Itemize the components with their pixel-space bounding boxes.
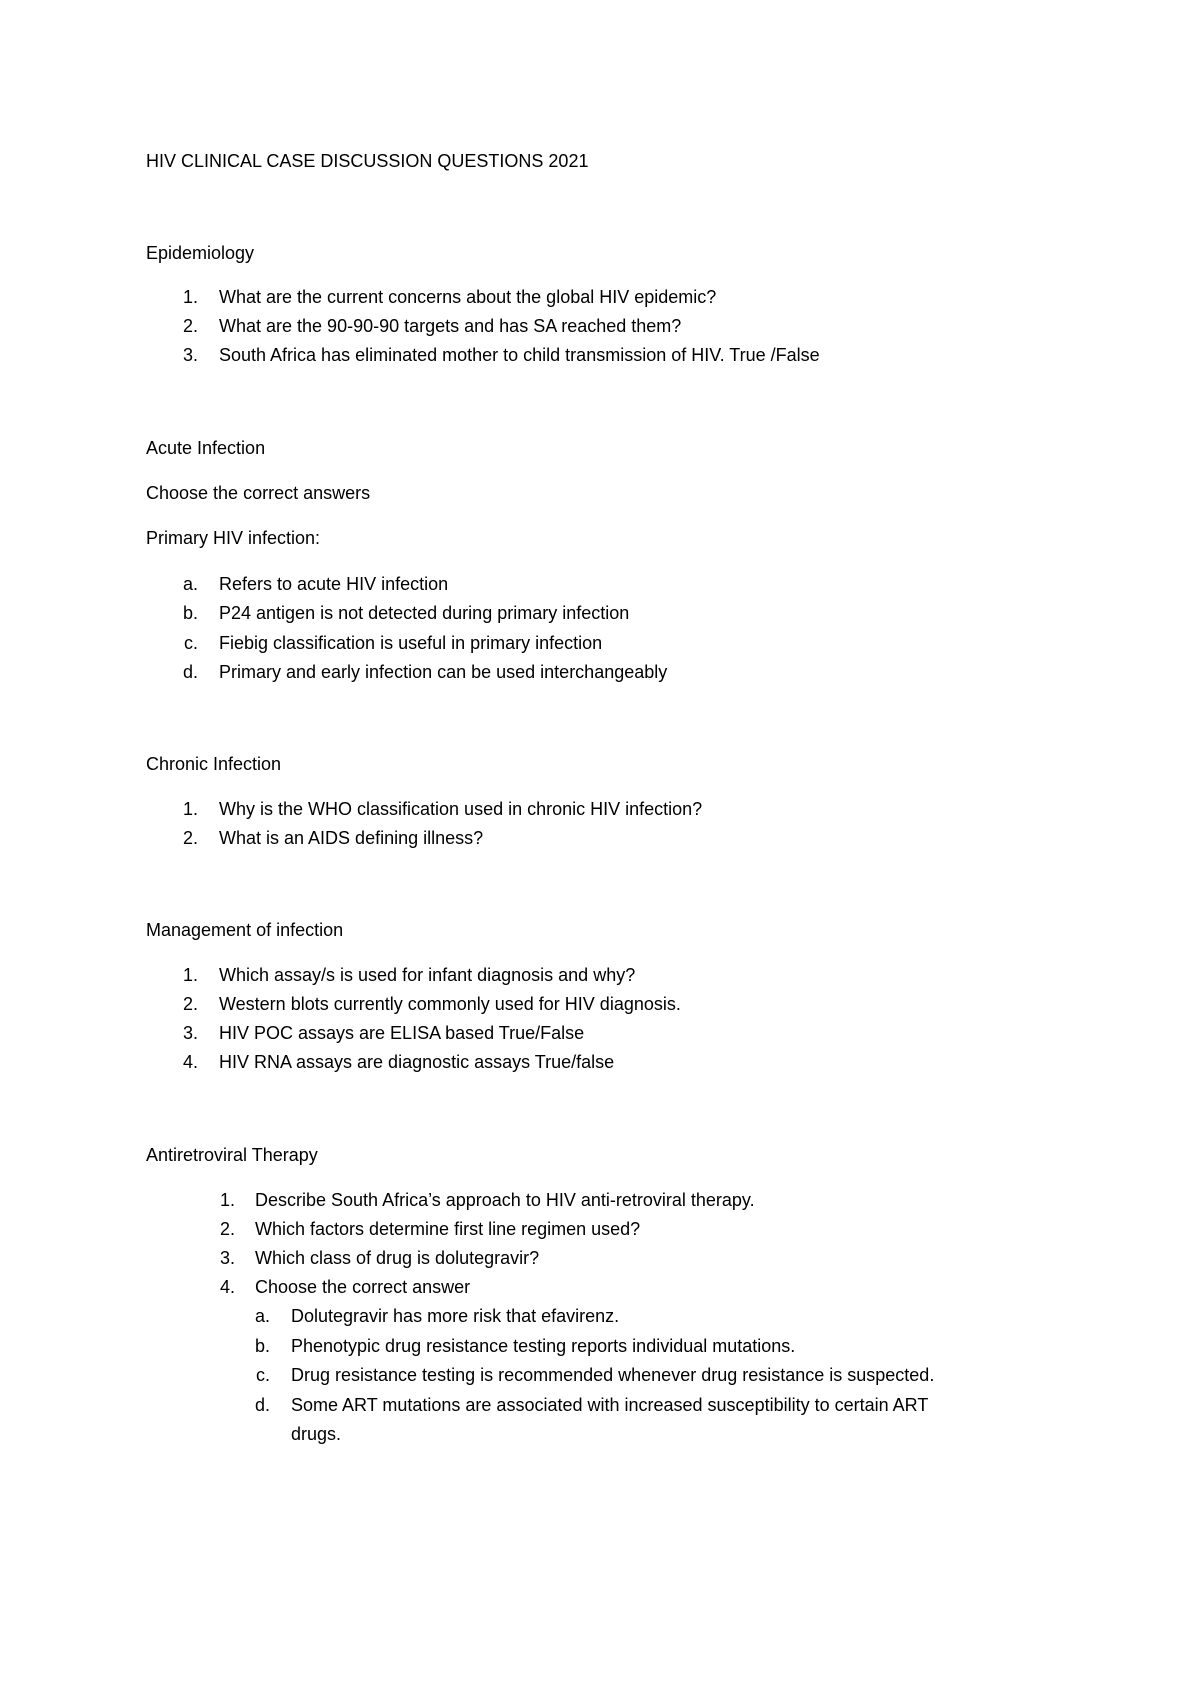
list-item: What are the 90-90-90 targets and has SA reached them? bbox=[219, 316, 682, 336]
option-item: Some ART mutations are associated with increased susceptibility to certain ART bbox=[291, 1395, 929, 1415]
option-item: Phenotypic drug resistance testing reports individual mutations. bbox=[291, 1336, 796, 1356]
option-marker: d. bbox=[254, 1395, 270, 1415]
option-marker: a. bbox=[182, 574, 198, 594]
list-marker: 3. bbox=[182, 345, 198, 365]
option-item: Drug resistance testing is recommended whenever drug resistance is suspected. bbox=[291, 1365, 935, 1385]
option-marker: c. bbox=[183, 633, 198, 653]
list-marker: 2. bbox=[182, 828, 198, 848]
list-marker: 3. bbox=[219, 1248, 235, 1268]
section-heading-chronic-infection: Chronic Infection bbox=[146, 754, 282, 774]
option-marker: c. bbox=[255, 1365, 270, 1385]
section-heading-management: Management of infection bbox=[146, 920, 344, 940]
option-item: P24 antigen is not detected during primary infection bbox=[219, 603, 630, 623]
list-marker: 2. bbox=[219, 1219, 235, 1239]
section-heading-antiretroviral-therapy: Antiretroviral Therapy bbox=[146, 1145, 318, 1165]
option-marker: b. bbox=[182, 603, 198, 623]
option-item-continuation: drugs. bbox=[291, 1424, 342, 1444]
list-item: Choose the correct answer bbox=[255, 1277, 471, 1297]
question-stem: Primary HIV infection: bbox=[146, 528, 321, 548]
list-marker: 2. bbox=[182, 994, 198, 1014]
list-marker: 1. bbox=[219, 1190, 235, 1210]
option-item: Dolutegravir has more risk that efavirenz. bbox=[291, 1306, 620, 1326]
option-marker: b. bbox=[254, 1336, 270, 1356]
list-marker: 3. bbox=[182, 1023, 198, 1043]
list-marker: 1. bbox=[182, 799, 198, 819]
list-item: Describe South Africa’s approach to HIV anti-retroviral therapy. bbox=[255, 1190, 755, 1210]
option-item: Refers to acute HIV infection bbox=[219, 574, 449, 594]
list-item: South Africa has eliminated mother to child transmission of HIV. True /False bbox=[219, 345, 820, 365]
list-marker: 4. bbox=[182, 1052, 198, 1072]
instruction-text: Choose the correct answers bbox=[146, 483, 371, 503]
list-item: Which assay/s is used for infant diagnosis and why? bbox=[219, 965, 636, 985]
option-item: Fiebig classification is useful in primary infection bbox=[219, 633, 603, 653]
section-heading-acute-infection: Acute Infection bbox=[146, 438, 266, 458]
list-item: HIV RNA assays are diagnostic assays True/false bbox=[219, 1052, 615, 1072]
list-item: What are the current concerns about the global HIV epidemic? bbox=[219, 287, 717, 307]
list-item: Why is the WHO classification used in chronic HIV infection? bbox=[219, 799, 703, 819]
option-marker: a. bbox=[254, 1306, 270, 1326]
list-item: Western blots currently commonly used for HIV diagnosis. bbox=[219, 994, 681, 1014]
list-item: What is an AIDS defining illness? bbox=[219, 828, 484, 848]
list-item: HIV POC assays are ELISA based True/False bbox=[219, 1023, 585, 1043]
option-item: Primary and early infection can be used interchangeably bbox=[219, 662, 668, 682]
option-marker: d. bbox=[182, 662, 198, 682]
list-marker: 1. bbox=[182, 965, 198, 985]
list-marker: 2. bbox=[182, 316, 198, 336]
list-item: Which class of drug is dolutegravir? bbox=[255, 1248, 540, 1268]
list-marker: 4. bbox=[219, 1277, 235, 1297]
list-item: Which factors determine first line regimen used? bbox=[255, 1219, 641, 1239]
section-heading-epidemiology: Epidemiology bbox=[146, 243, 255, 263]
page-title: HIV CLINICAL CASE DISCUSSION QUESTIONS 2021 bbox=[146, 151, 589, 171]
list-marker: 1. bbox=[182, 287, 198, 307]
